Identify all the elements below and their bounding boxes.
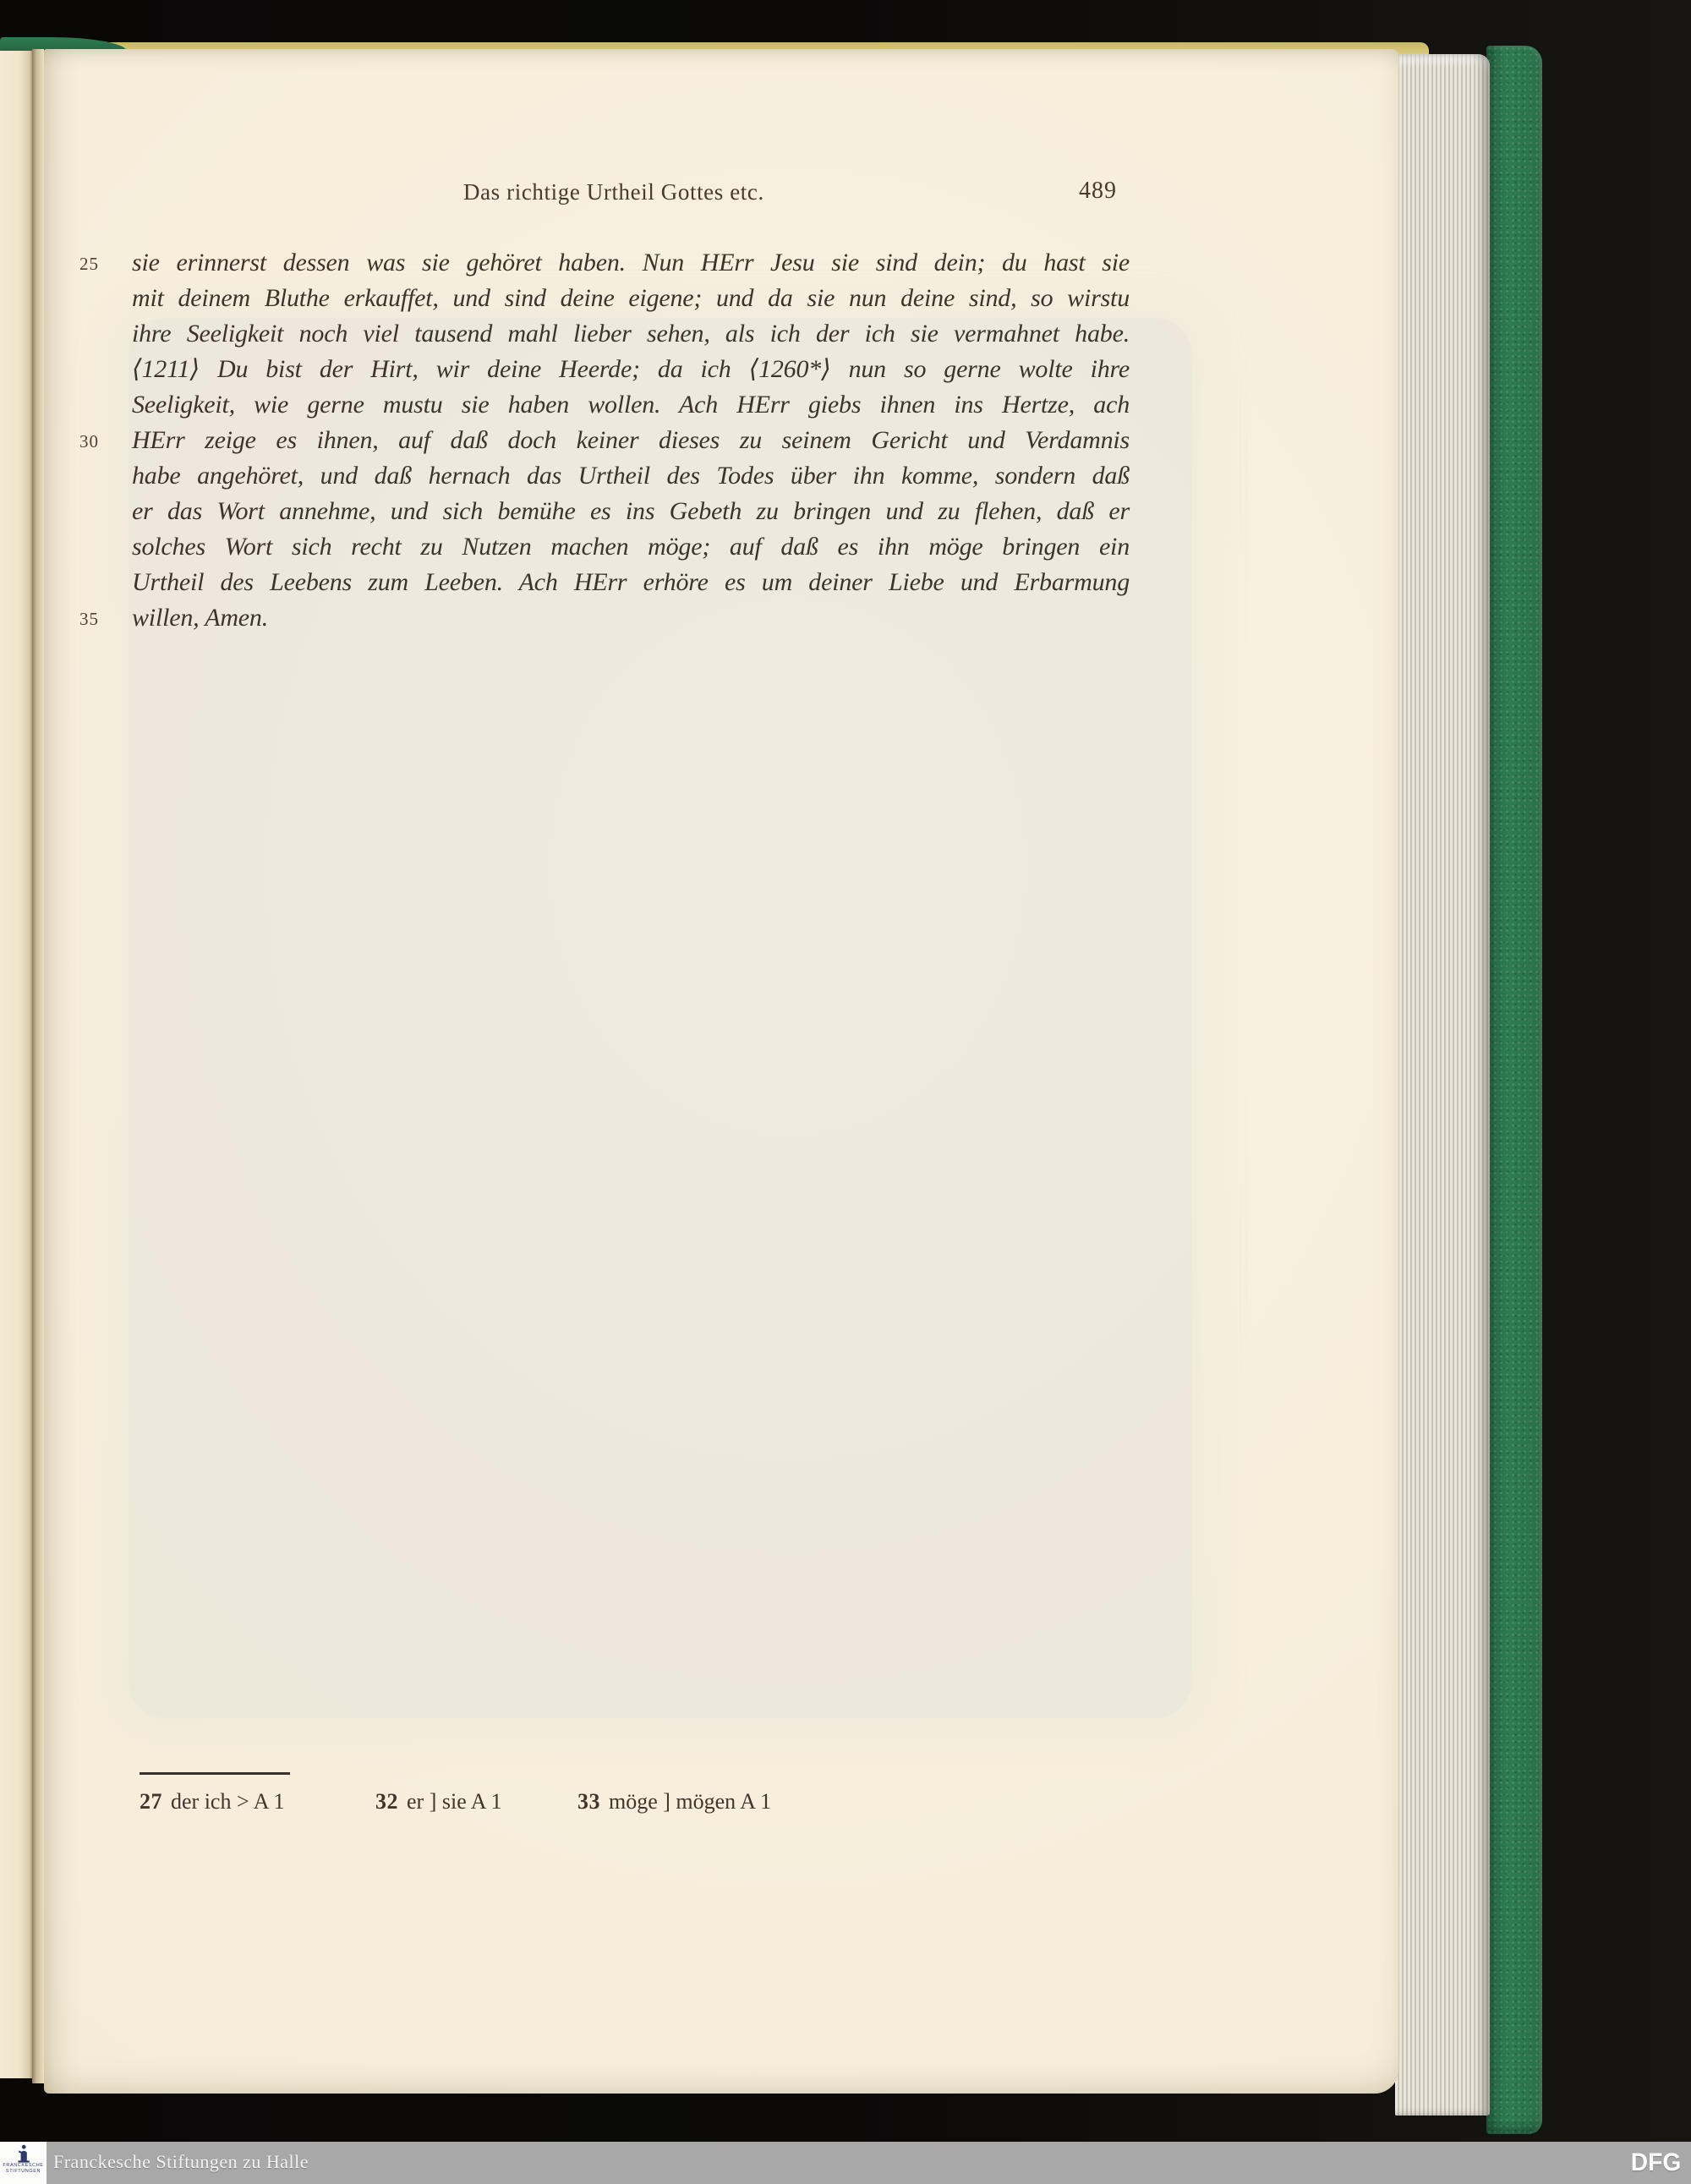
text-line (79, 245, 1130, 281)
text-line-content: mit deinem Bluthe erkauffet, und sind deine eigene; und da sie nun deine sind, so wirstu (132, 284, 1130, 312)
footnote-rule (140, 1772, 290, 1775)
line-number: 30 (79, 431, 99, 452)
franckesche-stiftungen-logo (0, 2142, 47, 2184)
text-line-content: willen, Amen. (132, 604, 268, 632)
text-line-content: solches Wort sich recht zu Nutzen machen möge; auf daß es ihn möge bringen ein (132, 533, 1130, 561)
text-line-content: ⟨1211⟩ Du bist der Hirt, wir deine Heerde; da ich ⟨1260*⟩ nun so gerne wolte ihre (132, 355, 1130, 383)
viewer-footer-bar (0, 2142, 1691, 2184)
text-line (132, 458, 1130, 494)
text-line (79, 423, 1130, 458)
text-line (79, 600, 1130, 636)
body-text-block (79, 245, 1130, 636)
logo-text-line2: STIFTUNGEN (5, 2168, 41, 2174)
page-number: 489 (1079, 178, 1117, 204)
francke-statue-icon (16, 2144, 31, 2163)
footnote-line-number: 33 (577, 1789, 600, 1814)
footnote-text: der ich > A 1 (171, 1789, 285, 1814)
footnote-text: er ] sie A 1 (407, 1789, 502, 1814)
book-cover-right-board (1486, 46, 1542, 2134)
dfg-logo: DFG (1630, 2148, 1681, 2176)
footnote-entry (140, 1789, 285, 1815)
apparatus-footnotes (44, 1789, 1398, 1823)
footnote-line-number: 32 (375, 1789, 398, 1814)
facing-page-edge (0, 51, 32, 2078)
book-page (44, 49, 1398, 2094)
text-line-content: Seeligkeit, wie gerne mustu sie haben wollen. Ach HErr giebs ihnen ins Hertze, ach (132, 391, 1130, 419)
text-line-content: HErr zeige es ihnen, auf daß doch keiner dieses zu seinem Gericht und Verdamnis (132, 426, 1130, 454)
book-gutter-shadow (32, 49, 44, 2083)
logo-text-line1: FRANCKESCHE (3, 2163, 44, 2168)
text-line-content: ihre Seeligkeit noch viel tausend mahl lieber sehen, als ich der ich sie vermahnet habe. (132, 320, 1130, 348)
text-line-content: Urtheil des Leebens zum Leeben. Ach HErr erhöre es um deiner Liebe und Erbarmung (132, 568, 1130, 596)
line-number: 35 (79, 609, 99, 629)
book-fore-edge-pages (1395, 54, 1490, 2116)
text-line (132, 494, 1130, 529)
text-line (132, 387, 1130, 423)
text-line (132, 565, 1130, 600)
text-line (132, 316, 1130, 352)
text-line (132, 281, 1130, 316)
text-line-content: er das Wort annehme, und sich bemühe es ins Gebeth zu bringen und zu flehen, daß er (132, 497, 1130, 525)
footnote-text: möge ] mögen A 1 (609, 1789, 772, 1814)
line-number: 25 (79, 254, 99, 274)
text-line-content: habe angehöret, und daß hernach das Urtheil des Todes über ihn komme, sondern daß (132, 462, 1130, 490)
running-head: Das richtige Urtheil Gottes etc. (463, 179, 764, 205)
footnote-line-number: 27 (140, 1789, 162, 1814)
text-line-content: sie erinnerst dessen was sie gehöret haben. Nun HErr Jesu sie sind dein; du hast sie (132, 249, 1130, 276)
text-line (132, 529, 1130, 565)
footnote-entry (375, 1789, 502, 1815)
footnote-entry (577, 1789, 771, 1815)
text-line (132, 352, 1130, 387)
institution-name: Franckesche Stiftungen zu Halle (53, 2151, 309, 2172)
